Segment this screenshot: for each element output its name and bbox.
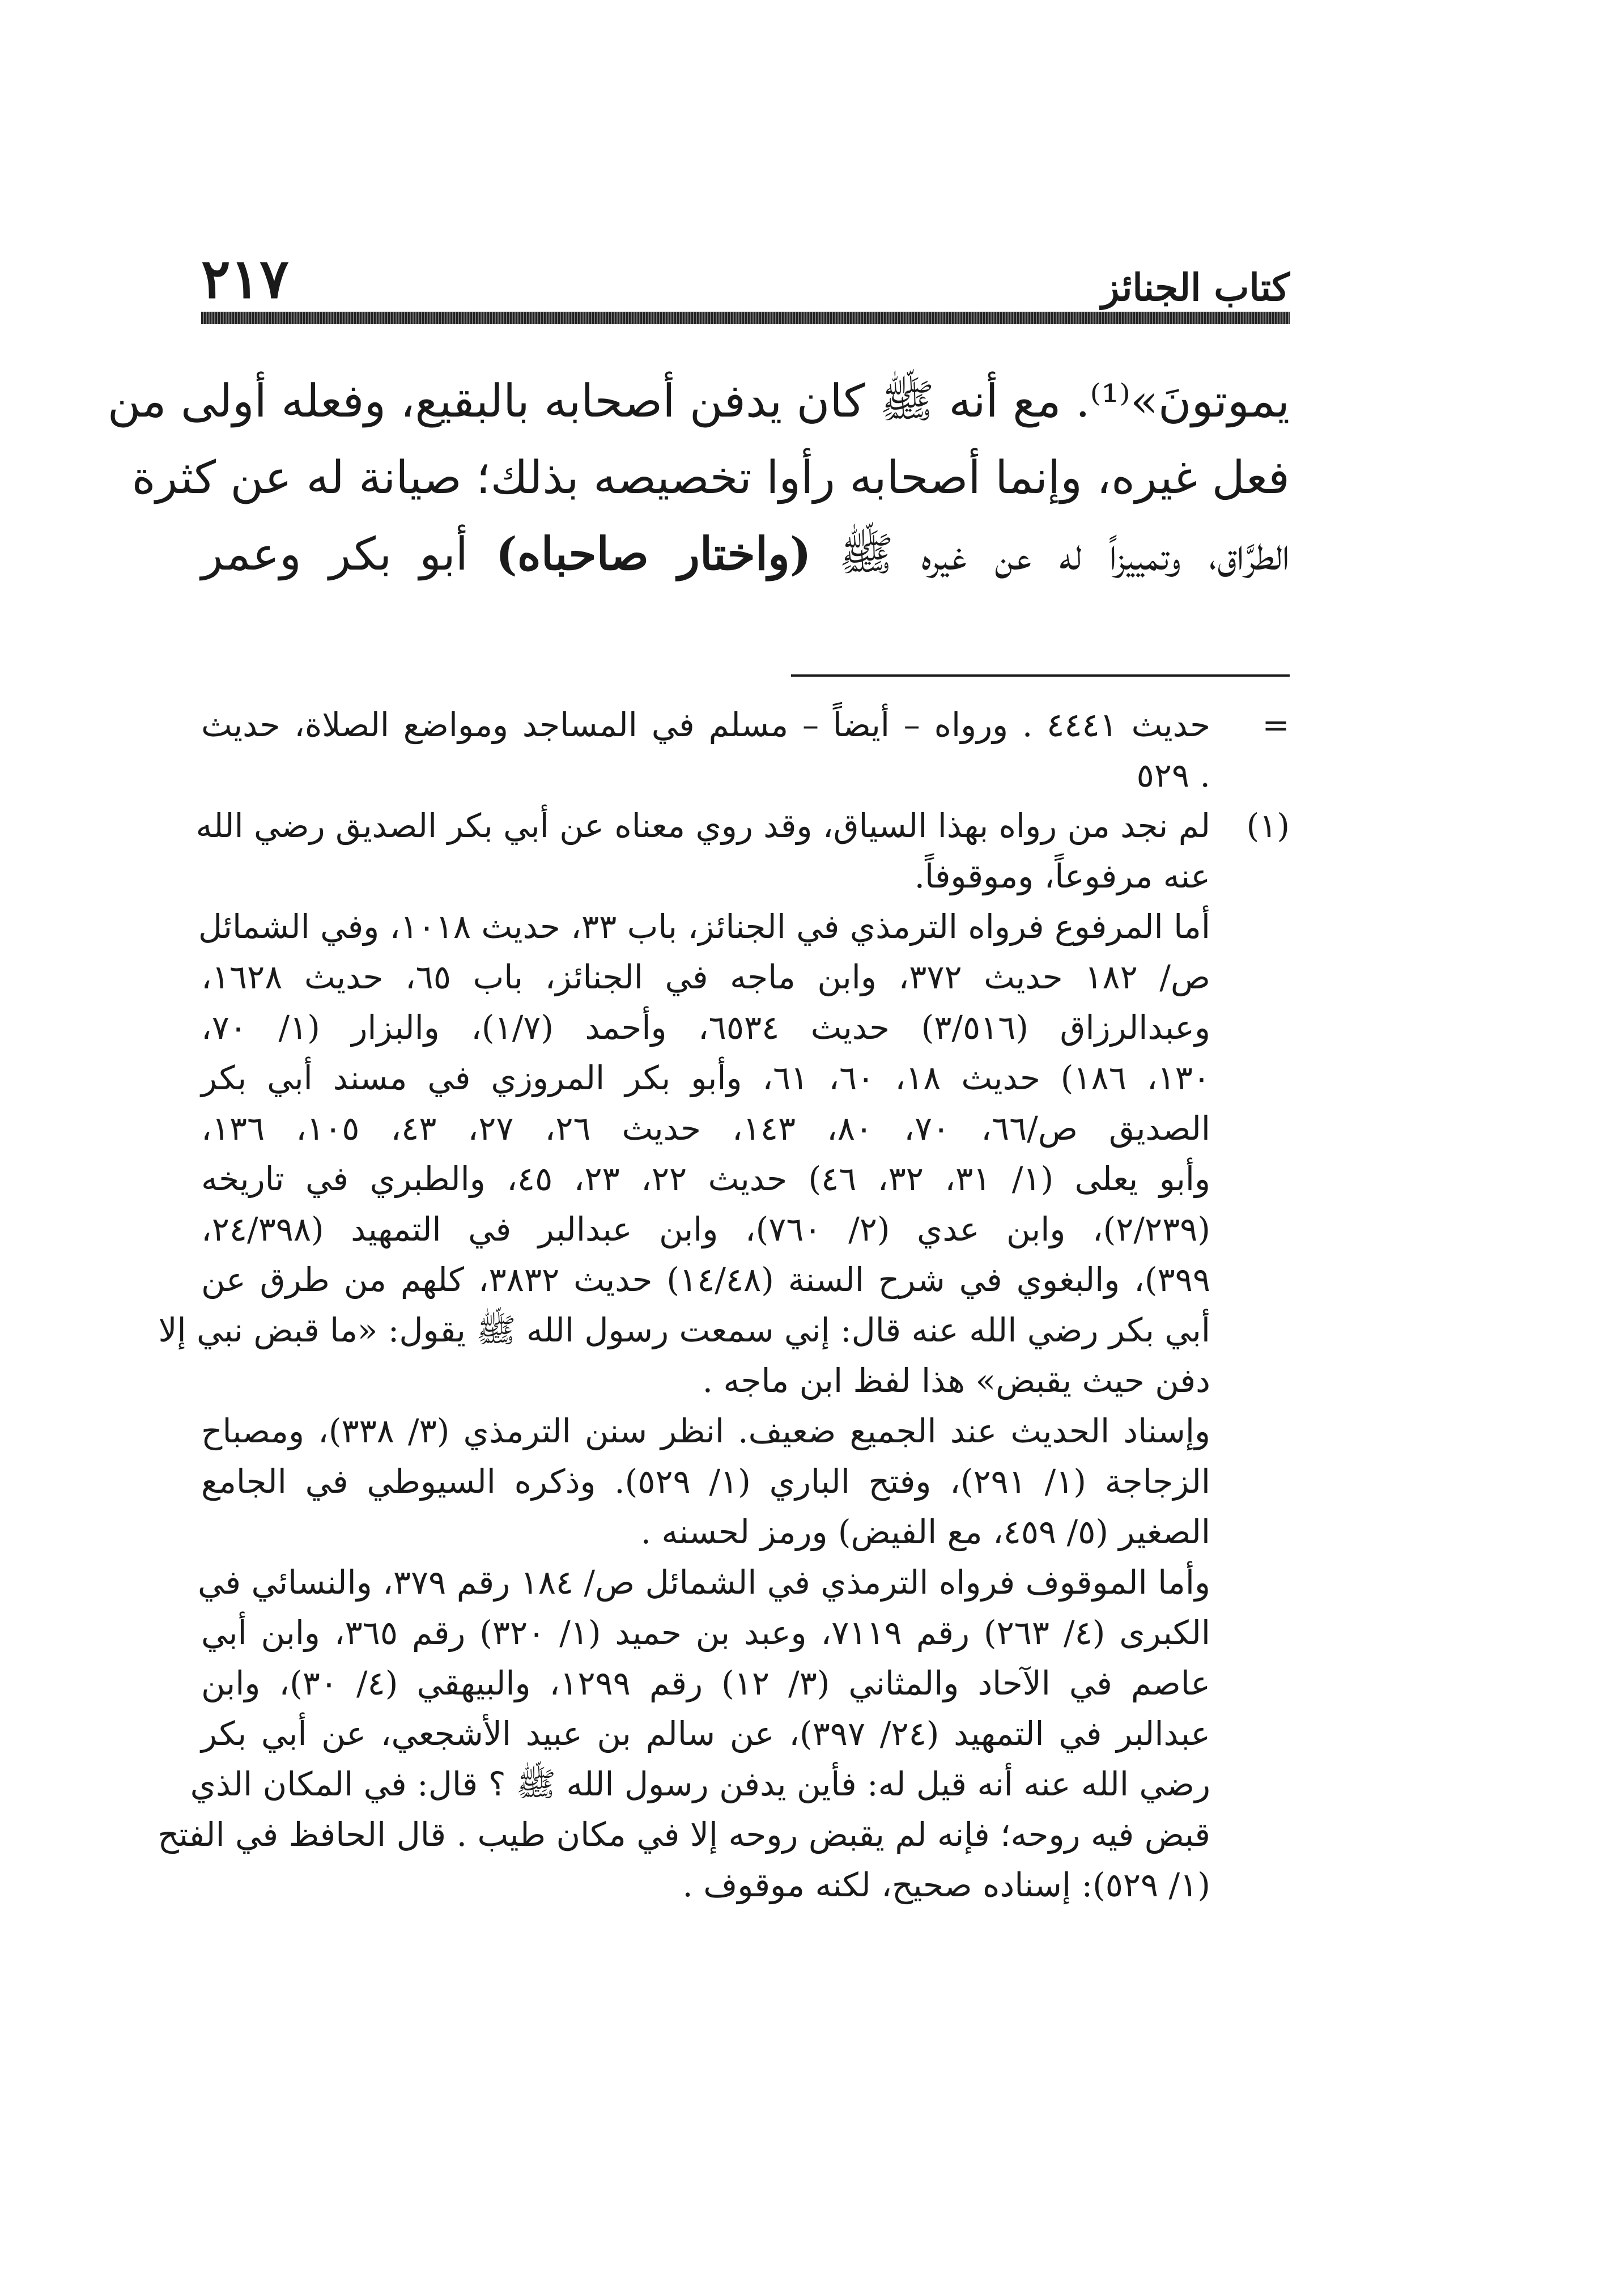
footnote-line: الكبرى (٤/ ٢٦٣) رقم ٧١١٩، وعبد بن حميد (١/ ٣٢٠) رقم ٣٦٥، وابن أبي [201,1613,1210,1652]
footnote-line: دفن حيث يقبض» هذا لفظ ابن ماجه . [702,1361,1210,1400]
footnote-line: . ٥٢٩ [1136,756,1210,795]
bold-phrase: (واختار صاحباه) [495,527,811,580]
footnote-line: حديث ٤٤٤١ . ورواه – أيضاً – مسلم في المساجد ومواضع الصلاة، حديث [201,706,1210,744]
footnote-line: (١/ ٥٢٩): إسناده صحيح، لكنه موقوف . [682,1866,1210,1904]
main-line-text: أبو بكر وعمر [201,528,496,580]
main-line [201,516,1290,592]
footnote-line: وإسناد الحديث عند الجميع ضعيف. انظر سنن الترمذي (٣/ ٣٣٨)، ومصباح [201,1412,1210,1450]
footnote-line: ٣٩٩)، والبغوي في شرح السنة (١٤/٤٨) حديث ٣٨٣٢، كلهم من طرق عن [201,1260,1211,1299]
footnote-line: (٢/٢٣٩)، وابن عدي (٢/ ٧٦٠)، وابن عبدالبر في التمهيد (٢٤/٣٩٨، [201,1210,1211,1249]
footnote-line: الصغير (٥/ ٤٥٩، مع الفيض) ورمز لحسنه . [640,1513,1210,1551]
main-line: يموتونَ»⁽¹⁾. مع أنه ﷺ كان يدفن أصحابه بالبقيع، وفعله أولى من [107,375,1290,427]
main-line: فعل غيره، وإنما أصحابه رأوا تخصيصه بذلك؛ صيانة له عن كثرة [131,451,1290,504]
footnote-line: الزجاجة (١/ ٢٩١)، وفتح الباري (١/ ٥٢٩). وذكره السيوطي في الجامع [201,1462,1211,1501]
footnote-line: الصديق ص/٦٦، ٧٠، ٨٠، ١٤٣، حديث ٢٦، ٢٧، ٤٣، ١٠٥، ١٣٦، [201,1109,1211,1148]
footnote-line: وأما الموقوف فرواه الترمذي في الشمائل ص/ ١٨٤ رقم ٣٧٩، والنسائي في [198,1563,1210,1602]
page-header [201,232,1290,311]
footnote-line: أما المرفوع فرواه الترمذي في الجنائز، باب ٣٣، حديث ١٠١٨، وفي الشمائل [198,907,1210,946]
footnote-line: ١٣٠، ١٨٦) حديث ١٨، ٦٠، ٦١، وأبو بكر المروزي في مسند أبي بكر [201,1059,1211,1097]
page-number: ٢١٧ [201,247,289,311]
footnote-line: قبض فيه روحه؛ فإنه لم يقبض روحه إلا في مكان طيب . قال الحافظ في الفتح [158,1815,1210,1854]
footnote-line: عاصم في الآحاد والمثاني (٣/ ١٢) رقم ١٢٩٩، والبيهقي (٤/ ٣٠)، وابن [201,1664,1211,1702]
header-rule [201,312,1290,324]
footnote-line: عنه مرفوعاً، وموقوفاً. [914,857,1210,895]
footnote-rule [791,674,1290,677]
main-line-text: الطرَّاق، وتمييزاً له عن غيره ﷺ [811,528,1290,580]
footnote-continuation [201,700,1290,801]
footnote-line: وعبدالرزاق (٣/٥١٦) حديث ٦٥٣٤، وأحمد (١/٧)، والبزار (١/ ٧٠، [201,1008,1210,1047]
footnote-line: عبدالبر في التمهيد (٢٤/ ٣٩٧)، عن سالم بن عبيد الأشجعي، عن أبي بكر [201,1714,1210,1753]
footnote-line: ص/ ١٨٢ حديث ٣٧٢، وابن ماجه في الجنائز، باب ٦٥، حديث ١٦٢٨، [201,958,1210,996]
main-text [107,363,1290,592]
footnote-marker: (١) [1246,806,1290,845]
continuation-marker: = [1262,706,1290,744]
footnote-1 [158,801,1290,1910]
footnote-line: وأبو يعلى (١/ ٣١، ٣٢، ٤٦) حديث ٢٢، ٢٣، ٤٥، والطبري في تاريخه [201,1160,1211,1198]
footnote-line: لم نجد من رواه بهذا السياق، وقد روي معناه عن أبي بكر الصديق رضي الله [195,806,1210,845]
footnote-line: أبي بكر رضي الله عنه قال: إني سمعت رسول الله ﷺ يقول: «ما قبض نبي إلا [158,1311,1210,1349]
footnotes [158,700,1290,1910]
footnote-line: رضي الله عنه أنه قيل له: فأين يدفن رسول الله ﷺ ؟ قال: في المكان الذي [190,1765,1210,1803]
chapter-title: كتاب الجنائز [1101,265,1290,309]
